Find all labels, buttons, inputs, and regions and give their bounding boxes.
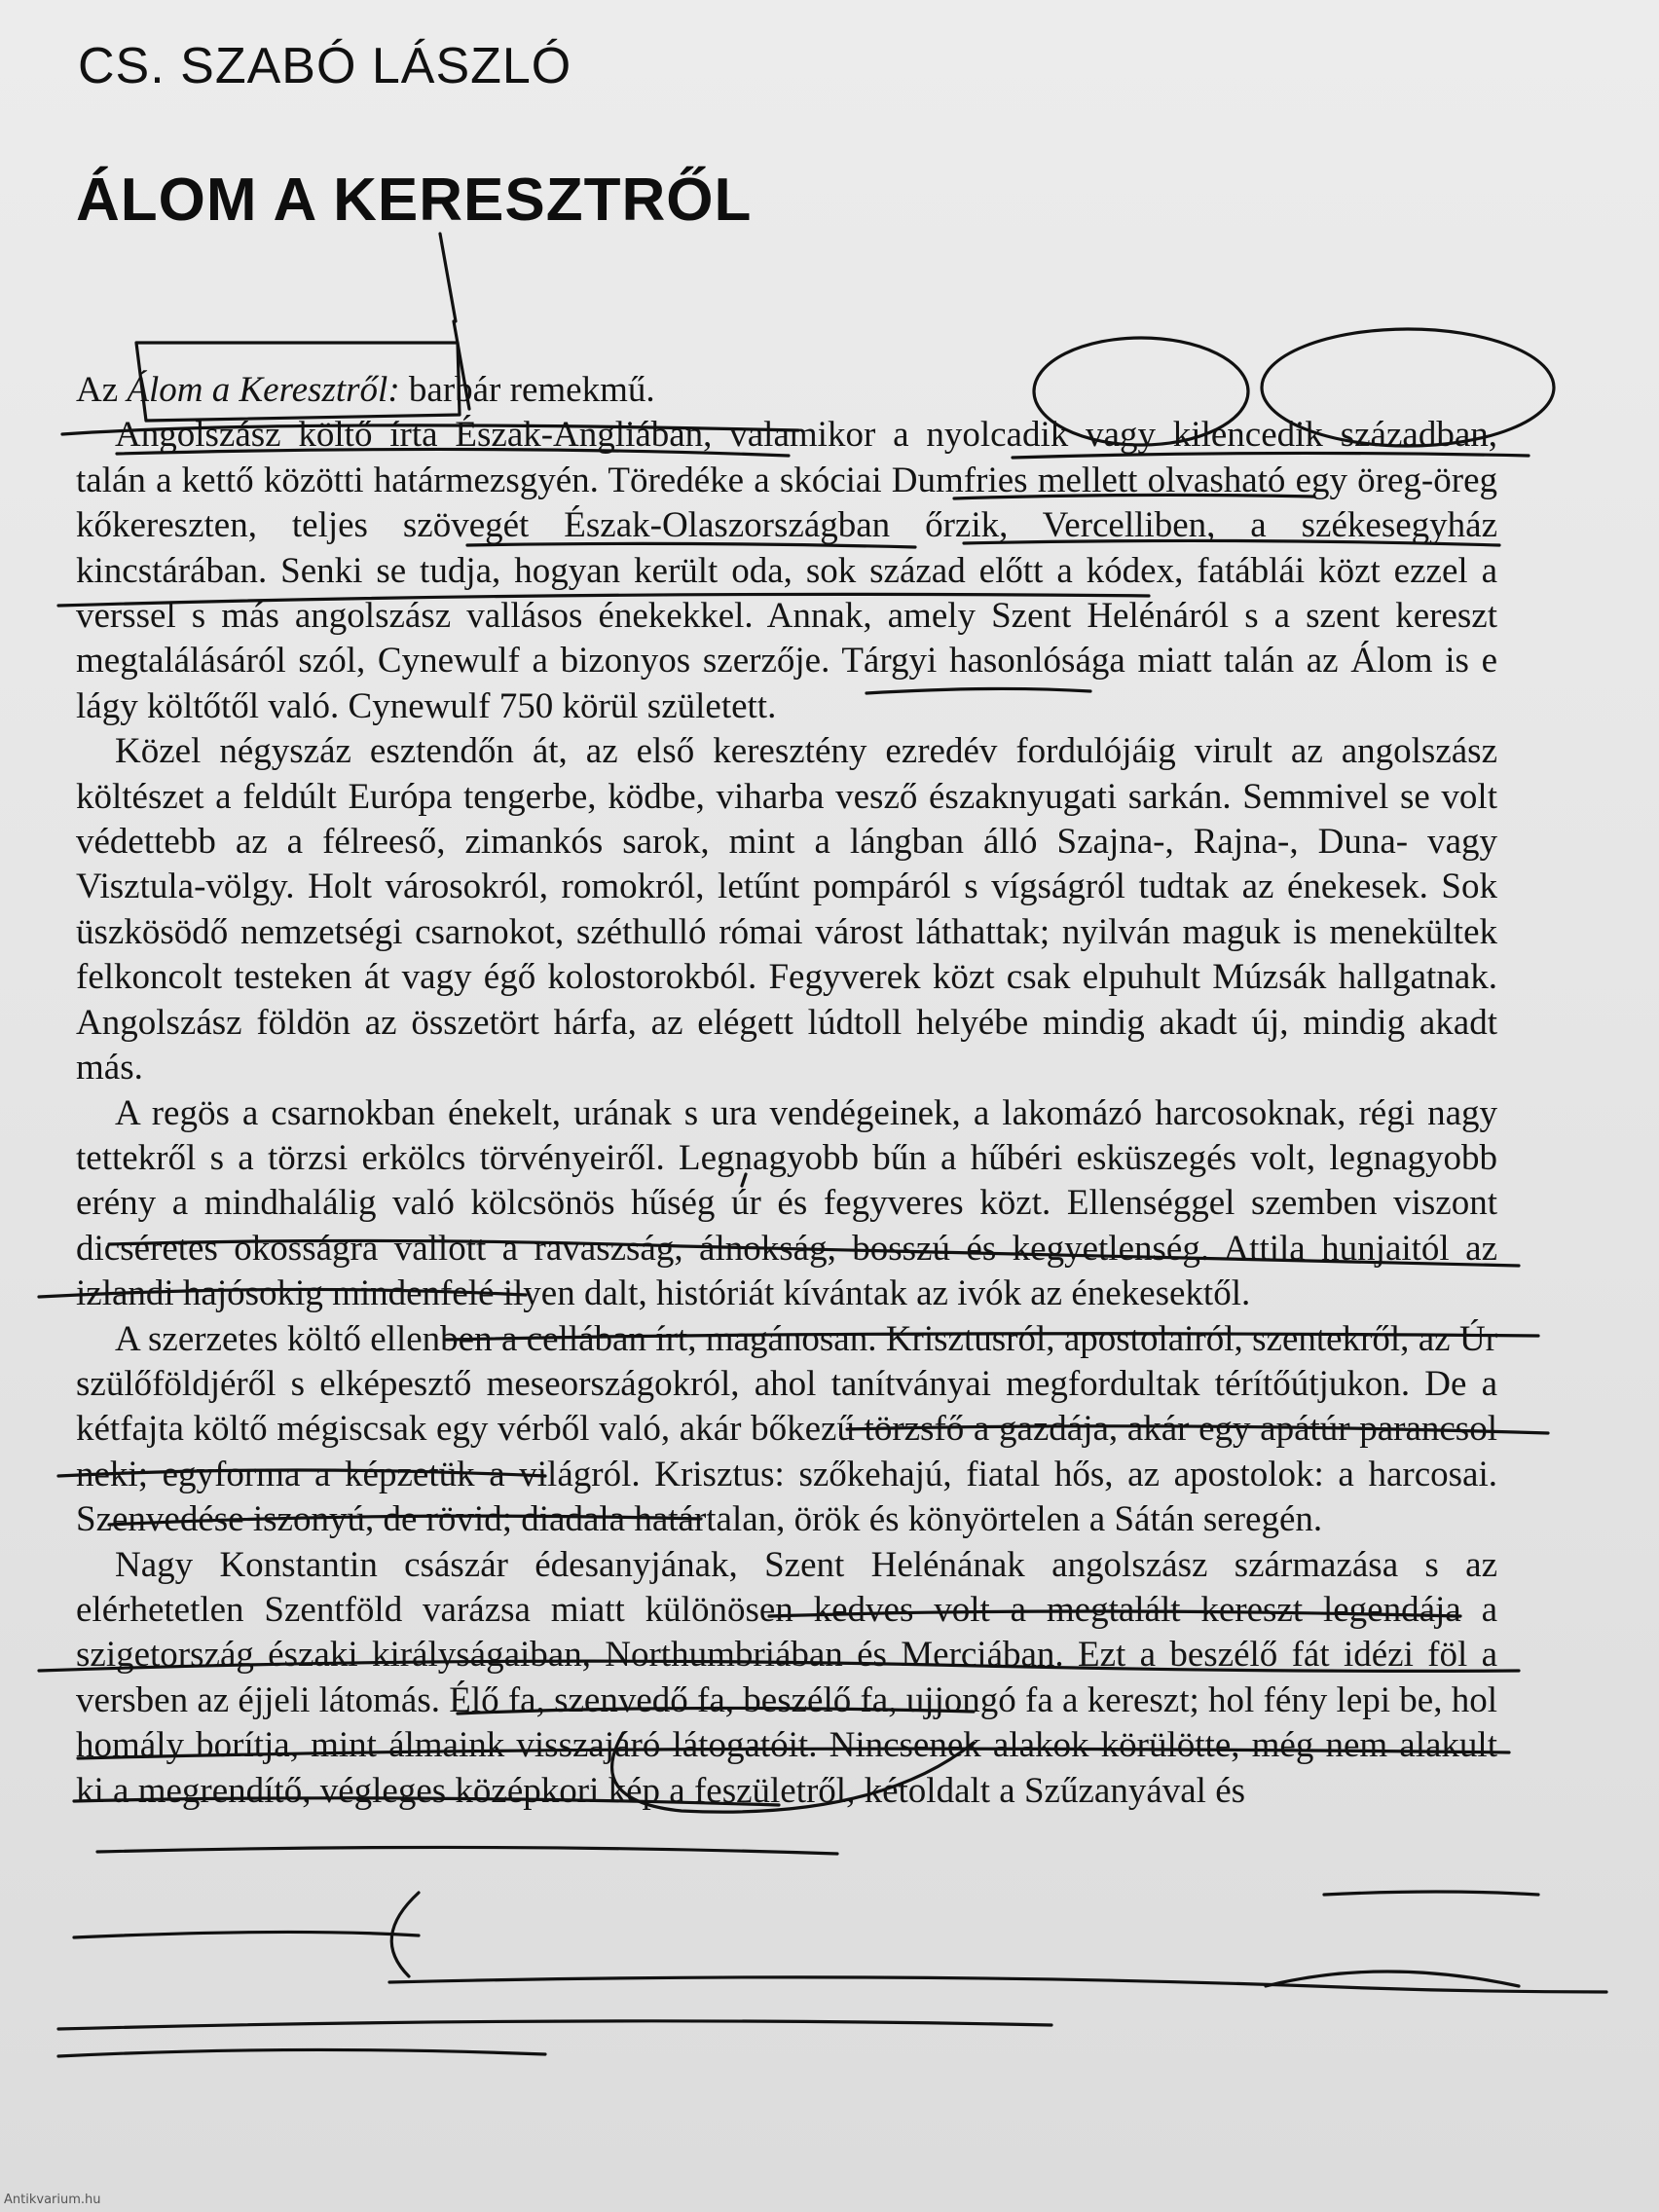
lead-italic-title: Álom a Keresztről: [127, 370, 400, 410]
pen-mark-tick-top [440, 234, 456, 321]
author-name: CS. SZABÓ LÁSZLÓ [78, 38, 572, 94]
pen-mark-underline-do-fa [58, 2021, 1051, 2029]
pen-mark-underline-beszelo-fat [389, 1977, 1606, 1992]
pen-mark-underline-almaink [58, 2049, 545, 2056]
pen-mark-underline-megtalalt [1324, 1892, 1538, 1895]
pen-mark-loop-szenvedo [1266, 1972, 1519, 1986]
lead-rest: barbár remekmű. [399, 370, 655, 410]
pen-mark-underline-nagy-konstantin [97, 1847, 837, 1854]
paragraph-5: Nagy Konstantin császár édesanyjának, Szent Helénának angolszász származása s az elérhetetlen Szentföld varázsa miatt különösen kedves volt a megtalált kereszt legendája a szigetország északi királyságaiban, Northumbriában és Merciában. Ezt a beszélő fát idézi föl a versben az éjjeli látomás. Élő fa, szenvedő fa, beszélő fa, ujjongó fa a kereszt; hol fény lepi be, hol homály borítja, mint álmaink visszajáró látogatóit. Nincsenek alakok körülötte, még nem alakult ki a megrendítő, végleges középkori kép a feszületről, kétoldalt a Szűzanyával és [76, 1544, 1497, 1811]
watermark-text: Antikvarium.hu [4, 2193, 101, 2207]
chapter-title: ÁLOM A KERESZTRŐL [76, 166, 753, 234]
lead-paragraph [76, 368, 1497, 413]
paragraph-1: Angolszász költő írta Észak-Angliában, valamikor a nyolcadik vagy kilencedik században, talán a kettő közötti határmezsgyén. Töredéke a skóciai Dumfries mellett olvasható egy öreg-öreg kőkereszten, teljes szövegét Észak-Olaszországban őrzik, Vercelliben, a székesegyház kincstárában. Senki se tudja, hogyan került oda, sok század előtt a kódex, fatáblái közt ezzel a verssel s más angolszász vallásos énekekkel. Annak, amely Szent Helénáról s a szent kereszt megtalálásáról szól, Cynewulf a bizonyos szerzője. Tárgyi hasonlósága miatt talán az Álom is e lágy költőtől való. Cynewulf 750 körül született. [76, 415, 1497, 726]
lead-prefix: Az [76, 370, 128, 410]
pen-mark-underline-kereszt-legendaja [74, 1932, 419, 1937]
paragraph-4: A szerzetes költő ellenben a cellában írt, magánosan. Krisztusról, apostolairól, szentekről, az Úr szülőföldjéről s elképesztő meseországokról, ahol tanítványai megfordultak térítőútjukon. De a kétfajta költő mégiscsak egy vérből való, akár bőkezű törzsfő a gazdája, akár egy apátúr parancsol neki; egyforma a képzetük a világról. Krisztus: szőkehajú, fiatal hős, az apostolok: a harcosai. Szenvedése iszonyú, de rövid; diadala határtalan, örök és könyörtelen a Sátán seregén. [76, 1318, 1497, 1540]
paragraph-3: A regös a csarnokban énekelt, urának s ura vendégeinek, a lakomázó harcosoknak, régi nagy tettekről s a törzsi erkölcs törvényeiről. Legnagyobb bűn a hűbéri esküszegés volt, legnagyobb erény a mindhalálig való kölcsönös hűség úr és fegyveres közt. Ellenséggel szemben viszont dicséretes okosságra vallott a ravaszság, álnokság, bosszú és kegyetlenség. Attila hunjaitól az izlandi hajósokig mindenfelé ilyen dalt, históriát kívántak az ivók az énekesektől. [76, 1092, 1497, 1314]
pen-mark-loop-kereszt-legendaja [391, 1893, 419, 1976]
body-text [76, 368, 1497, 1814]
paragraph-2: Közel négyszáz esztendőn át, az első keresztény ezredév fordulójáig virult az angolszász költészet a feldúlt Európa tengerbe, ködbe, viharba vesző északnyugati sarkán. Semmivel se volt védettebb az a félreeső, zimankós sarok, mint a lángban álló Szajna-, Rajna-, Duna- vagy Visztula-völgy. Holt városokról, romokról, letűnt pompáról s vígságról tudtak az énekesek. Sok üszkösödő nemzetségi csarnokot, széthulló római várost láthattak; nyilván maguk is menekültek felkoncolt testeken át vagy égő kolostorokból. Fegyverek közt csak elpuhult Múzsák hallgatnak. Angolszász földön az összetört hárfa, az elégett lúdtoll helyébe mindig akadt új, mindig akadt más. [76, 731, 1497, 1088]
